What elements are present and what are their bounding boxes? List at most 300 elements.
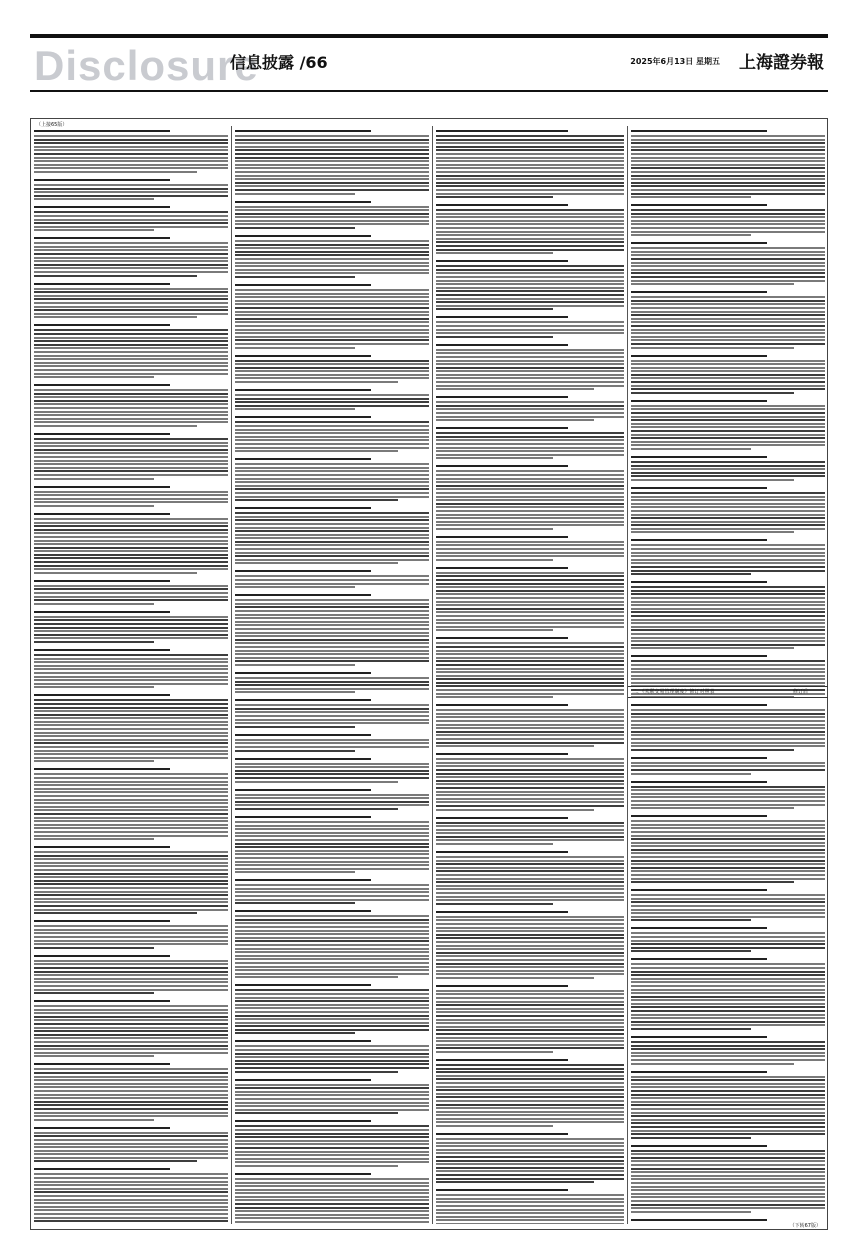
text-block	[235, 458, 429, 501]
text-line	[436, 1082, 624, 1084]
text-line	[34, 623, 228, 625]
annex-heading-left: 二、《关联交易管理制度》修订对照表	[632, 689, 715, 695]
text-line	[631, 142, 825, 144]
text-line	[34, 710, 228, 712]
text-line	[34, 616, 228, 618]
text-line	[436, 1008, 624, 1010]
text-line	[631, 552, 825, 554]
text-line	[436, 521, 624, 523]
text-line	[235, 523, 429, 525]
text-line	[436, 377, 624, 379]
text-line	[235, 311, 429, 313]
text-line	[436, 514, 624, 516]
text-line	[436, 930, 624, 932]
text-line	[436, 153, 624, 155]
paragraph-lead	[34, 611, 170, 613]
text-line	[34, 634, 228, 636]
text-line	[631, 626, 825, 628]
text-line	[436, 724, 624, 726]
text-line	[235, 583, 429, 585]
text-line	[436, 548, 624, 550]
text-line	[436, 952, 624, 954]
text-line	[235, 541, 429, 543]
text-line	[235, 1136, 429, 1138]
text-block	[235, 1079, 429, 1115]
text-line	[34, 365, 228, 367]
text-line	[235, 664, 355, 666]
text-line	[436, 583, 624, 585]
text-line	[436, 1047, 624, 1049]
text-line	[235, 146, 429, 148]
text-line	[631, 318, 825, 320]
text-block	[631, 242, 825, 285]
text-line	[34, 728, 228, 730]
paragraph-lead	[436, 911, 568, 913]
text-line	[631, 838, 825, 840]
text-line	[631, 311, 825, 313]
paragraph-lead	[436, 396, 568, 398]
paragraph-lead	[631, 456, 767, 458]
text-line	[235, 997, 429, 999]
text-line	[235, 955, 429, 957]
text-line	[34, 160, 228, 162]
text-block	[34, 283, 228, 319]
text-block	[34, 384, 228, 427]
paragraph-lead	[631, 1145, 767, 1147]
text-line	[34, 1016, 228, 1018]
text-line	[436, 903, 553, 905]
text-line	[631, 762, 825, 764]
text-line	[631, 950, 751, 952]
text-line	[631, 1052, 825, 1054]
text-line	[436, 541, 624, 543]
text-line	[34, 588, 228, 590]
text-line	[436, 997, 624, 999]
text-line	[34, 403, 228, 405]
text-line	[436, 506, 624, 508]
text-line	[631, 1083, 825, 1085]
text-block	[235, 699, 429, 728]
paragraph-lead	[235, 507, 371, 509]
text-line	[34, 460, 228, 462]
text-line	[436, 1071, 624, 1073]
text-line	[436, 367, 624, 369]
text-line	[631, 216, 825, 218]
text-line	[436, 1223, 624, 1224]
text-line	[436, 223, 624, 225]
text-line	[235, 704, 429, 706]
text-line	[34, 518, 228, 520]
text-line	[631, 586, 825, 588]
text-line	[235, 746, 429, 748]
text-line	[631, 336, 825, 338]
text-line	[34, 298, 228, 300]
text-line	[34, 1094, 228, 1096]
text-line	[34, 498, 228, 500]
text-line	[235, 157, 429, 159]
text-block	[34, 768, 228, 840]
text-line	[235, 164, 429, 166]
paragraph-lead	[34, 955, 170, 957]
text-line	[436, 780, 624, 782]
text-line	[631, 430, 825, 432]
paragraph-lead	[34, 384, 170, 386]
text-line	[34, 1072, 228, 1074]
text-line	[436, 220, 624, 222]
text-line	[235, 653, 429, 655]
text-block	[436, 316, 624, 337]
text-line	[34, 1097, 228, 1099]
text-block	[631, 539, 825, 575]
paragraph-lead	[631, 355, 767, 357]
text-line	[34, 1101, 228, 1103]
text-line	[631, 675, 825, 677]
text-line	[34, 1112, 228, 1114]
text-line	[631, 434, 825, 436]
text-line	[34, 306, 228, 308]
text-line	[436, 1104, 624, 1106]
paragraph-lead	[34, 846, 170, 848]
text-line	[436, 604, 624, 606]
text-line	[235, 429, 429, 431]
text-line	[34, 1139, 228, 1141]
text-block	[631, 1036, 825, 1065]
text-line	[34, 925, 228, 927]
text-block	[235, 201, 429, 230]
text-line	[34, 264, 228, 266]
text-line	[436, 678, 624, 680]
text-line	[235, 1221, 429, 1223]
text-line	[235, 930, 429, 932]
text-line	[631, 492, 825, 494]
text-line	[235, 450, 398, 452]
text-line	[436, 745, 594, 747]
text-line	[235, 363, 429, 365]
text-line	[436, 829, 624, 831]
text-line	[436, 146, 624, 148]
text-line	[436, 709, 624, 711]
text-line	[34, 1079, 228, 1081]
text-line	[235, 499, 398, 501]
text-line	[235, 262, 429, 264]
text-line	[34, 1009, 228, 1011]
text-line	[631, 276, 825, 278]
paragraph-lead	[436, 1059, 568, 1061]
paragraph-lead	[631, 539, 767, 541]
text-line	[631, 1189, 825, 1191]
text-line	[436, 642, 624, 644]
paragraph-lead	[34, 433, 170, 435]
text-line	[631, 370, 825, 372]
text-line	[631, 1175, 825, 1177]
text-line	[631, 720, 825, 722]
text-line	[436, 510, 624, 512]
text-line	[631, 528, 825, 530]
text-line	[436, 794, 624, 796]
section-title: 信息披露 /66	[230, 53, 328, 72]
text-line	[235, 691, 355, 693]
paragraph-lead	[436, 344, 568, 346]
text-line	[235, 657, 429, 659]
text-block	[34, 513, 228, 574]
text-line	[235, 370, 429, 372]
text-line	[34, 869, 228, 871]
text-line	[631, 314, 825, 316]
text-line	[235, 272, 429, 274]
text-line	[34, 592, 228, 594]
text-line	[631, 804, 825, 806]
text-line	[436, 801, 624, 803]
text-line	[235, 575, 429, 577]
text-line	[436, 149, 624, 151]
text-line	[235, 171, 429, 173]
text-line	[34, 735, 228, 737]
text-line	[235, 1185, 429, 1187]
text-line	[436, 675, 624, 677]
text-line	[235, 742, 429, 744]
text-line	[631, 444, 825, 446]
text-line	[235, 850, 429, 852]
text-line	[235, 360, 429, 362]
text-line	[34, 291, 228, 293]
text-line	[436, 280, 624, 282]
text-line	[631, 640, 825, 642]
text-line	[34, 654, 228, 656]
text-block	[631, 927, 825, 952]
text-line	[631, 227, 825, 229]
text-line	[235, 343, 429, 345]
text-line	[235, 139, 429, 141]
paragraph-lead	[631, 781, 767, 783]
text-line	[631, 940, 825, 942]
text-line	[34, 470, 228, 472]
text-line	[235, 1063, 429, 1065]
paragraph-lead	[235, 984, 371, 986]
text-line	[631, 189, 825, 191]
text-line	[631, 936, 825, 938]
text-line	[34, 1184, 228, 1186]
text-block	[631, 958, 825, 1030]
text-line	[235, 646, 429, 648]
text-line	[235, 251, 429, 253]
text-line	[436, 1096, 624, 1098]
text-line	[436, 454, 624, 456]
text-line	[34, 672, 228, 674]
text-line	[235, 1147, 429, 1149]
text-line	[34, 355, 228, 357]
text-block	[436, 637, 624, 698]
paragraph-lead	[235, 1120, 371, 1122]
text-line	[34, 414, 228, 416]
text-line	[436, 401, 624, 403]
text-line	[235, 933, 429, 935]
text-line	[235, 470, 429, 472]
text-line	[436, 657, 624, 659]
text-block	[235, 789, 429, 810]
text-line	[34, 880, 228, 882]
text-line	[436, 731, 624, 733]
text-line	[34, 739, 228, 741]
text-line	[235, 586, 355, 588]
text-line	[436, 787, 624, 789]
text-line	[34, 947, 154, 949]
text-line	[436, 738, 624, 740]
text-line	[235, 1007, 429, 1009]
text-line	[631, 611, 825, 613]
text-line	[631, 178, 825, 180]
text-line	[631, 835, 825, 837]
text-line	[34, 532, 228, 534]
text-line	[34, 637, 228, 639]
text-line	[34, 543, 228, 545]
text-line	[436, 892, 624, 894]
text-block	[631, 355, 825, 394]
text-line	[436, 1064, 624, 1066]
text-line	[235, 474, 429, 476]
text-line	[631, 167, 825, 169]
paragraph-lead	[235, 201, 371, 203]
text-line	[631, 727, 825, 729]
text-line	[436, 896, 624, 898]
text-line	[34, 817, 228, 819]
text-line	[631, 849, 825, 851]
text-line	[235, 1056, 429, 1058]
text-line	[631, 437, 825, 439]
text-line	[235, 254, 429, 256]
text-line	[631, 1182, 825, 1184]
text-line	[235, 160, 429, 162]
text-line	[631, 800, 825, 802]
text-block	[436, 465, 624, 530]
text-line	[436, 619, 624, 621]
text-line	[631, 898, 825, 900]
text-line	[34, 351, 228, 353]
text-line	[34, 1220, 228, 1222]
text-line	[34, 547, 228, 549]
text-line	[631, 559, 825, 561]
text-line	[34, 974, 228, 976]
text-line	[34, 171, 197, 173]
text-line	[235, 715, 429, 717]
text-line	[631, 1137, 751, 1139]
text-line	[436, 993, 624, 995]
text-line	[436, 646, 624, 648]
text-line	[235, 650, 429, 652]
text-block	[34, 486, 228, 507]
text-line	[34, 373, 228, 375]
text-line	[34, 242, 228, 244]
text-line	[436, 860, 624, 862]
text-line	[34, 198, 154, 200]
text-line	[436, 601, 624, 603]
text-line	[34, 1030, 228, 1032]
text-line	[631, 870, 825, 872]
text-line	[631, 1024, 825, 1026]
text-line	[436, 990, 624, 992]
text-line	[235, 481, 429, 483]
text-line	[34, 806, 228, 808]
text-block	[436, 817, 624, 846]
text-line	[436, 1198, 624, 1200]
text-line	[436, 135, 624, 137]
text-line	[235, 639, 429, 641]
text-block	[631, 291, 825, 348]
text-line	[235, 339, 429, 341]
text-block	[34, 611, 228, 643]
text-line	[235, 1143, 429, 1145]
text-line	[34, 337, 228, 339]
paragraph-lead	[235, 594, 371, 596]
text-line	[631, 1193, 825, 1195]
text-line	[235, 624, 429, 626]
text-line	[436, 272, 624, 274]
text-line	[631, 1119, 825, 1121]
paragraph-lead	[235, 699, 371, 701]
text-line	[436, 856, 624, 858]
text-line	[436, 593, 624, 595]
text-line	[631, 709, 825, 711]
text-line	[436, 1201, 624, 1203]
text-line	[436, 276, 624, 278]
text-line	[631, 1150, 825, 1152]
text-line	[235, 958, 429, 960]
text-line	[235, 868, 429, 870]
text-line	[34, 820, 228, 822]
text-line	[631, 461, 825, 463]
paragraph-lead	[631, 581, 767, 583]
paragraph-lead	[235, 789, 371, 791]
text-line	[436, 175, 624, 177]
text-line	[631, 1090, 825, 1092]
text-line	[436, 283, 624, 285]
text-line	[235, 562, 398, 564]
text-line	[34, 1153, 228, 1155]
text-line	[34, 184, 228, 186]
text-line	[436, 874, 624, 876]
text-line	[34, 992, 154, 994]
text-line	[235, 804, 429, 806]
text-line	[34, 795, 228, 797]
text-line	[631, 193, 825, 195]
text-line	[34, 358, 228, 360]
text-line	[631, 280, 825, 282]
paragraph-lead	[34, 324, 170, 326]
text-line	[631, 793, 825, 795]
text-line	[436, 552, 624, 554]
text-line	[436, 783, 624, 785]
paragraph-lead	[34, 1000, 170, 1002]
text-block	[235, 284, 429, 349]
text-line	[235, 861, 429, 863]
text-line	[235, 1087, 429, 1089]
text-line	[235, 895, 429, 897]
text-line	[235, 684, 429, 686]
text-line	[631, 1112, 825, 1114]
text-line	[631, 146, 825, 148]
text-line	[34, 1181, 228, 1183]
text-line	[436, 664, 624, 666]
text-line	[436, 1178, 624, 1180]
text-line	[631, 339, 825, 341]
text-line	[34, 288, 228, 290]
text-line	[631, 905, 825, 907]
text-line	[436, 196, 553, 198]
text-line	[631, 716, 825, 718]
text-line	[436, 470, 624, 472]
text-line	[34, 135, 228, 137]
text-line	[436, 586, 624, 588]
text-block	[235, 507, 429, 564]
